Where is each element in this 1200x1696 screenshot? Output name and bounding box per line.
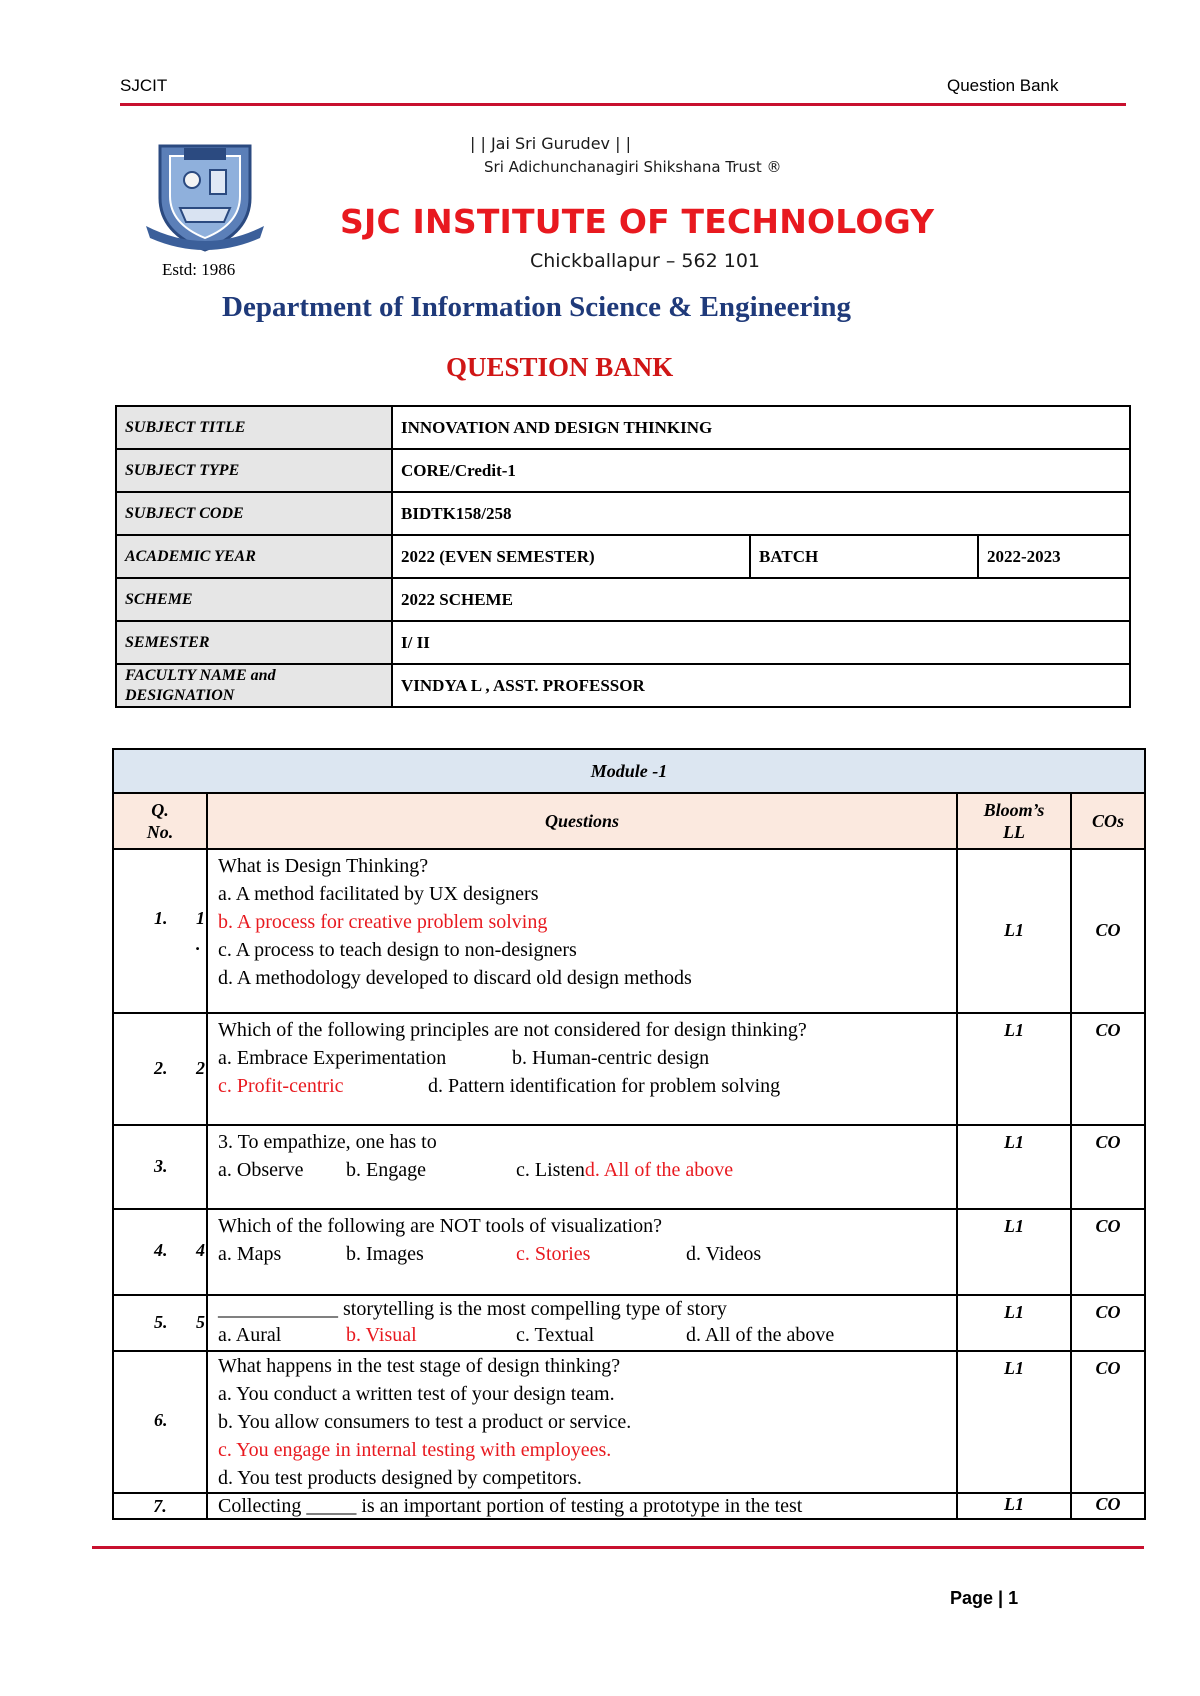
module-header-row (113, 749, 1145, 793)
info-row (116, 535, 1130, 578)
blooms-level: L1 (957, 1295, 1071, 1351)
blooms-level: L1 (957, 1209, 1071, 1295)
batch-label: BATCH (750, 535, 978, 578)
question-number: 2. 2 (113, 1013, 207, 1125)
blooms-level: L1 (957, 1351, 1071, 1493)
question-row (113, 1351, 1145, 1493)
correct-answer: c. Profit-centric (218, 1075, 344, 1097)
page-number: Page | 1 (950, 1588, 1019, 1608)
course-outcome: CO (1071, 1295, 1145, 1351)
college-crest-logo (140, 138, 270, 258)
info-row (116, 449, 1130, 492)
info-value: VINDYA L , ASST. PROFESSOR (392, 664, 1130, 707)
question-row (113, 849, 1145, 1013)
info-row (116, 664, 1130, 707)
correct-answer: d. All of the above (584, 1159, 734, 1181)
question-number: 3. (113, 1125, 207, 1209)
info-value: I/ II (392, 621, 1130, 664)
course-outcome: CO (1071, 1351, 1145, 1493)
correct-answer: b. Visual (346, 1324, 417, 1346)
question-text: 3. To empathize, one has to a. Observe b. Engage c. Listend. All of the above (207, 1125, 957, 1209)
question-text: Collecting _____ is an important portion of testing a prototype in the test (207, 1493, 957, 1519)
correct-answer: b. A process for creative problem solving (218, 911, 548, 933)
info-value: BIDTK158/258 (392, 492, 1130, 535)
module-question-table (112, 748, 1146, 1520)
established-year: Estd: 1986 (162, 260, 236, 279)
course-outcome: CO (1071, 1125, 1145, 1209)
question-row (113, 1209, 1145, 1295)
info-label: SUBJECT CODE (116, 492, 392, 535)
correct-answer: c. Stories (516, 1243, 591, 1265)
info-value: INNOVATION AND DESIGN THINKING (392, 406, 1130, 449)
header-right: Question Bank (947, 76, 1059, 95)
correct-answer: c. You engage in internal testing with employees. (218, 1439, 612, 1461)
info-row (116, 578, 1130, 621)
question-row (113, 1295, 1145, 1351)
department-title: Department of Information Science & Engineering (222, 291, 852, 323)
blooms-level: L1 (957, 1493, 1071, 1519)
module-title: Module -1 (113, 749, 1145, 793)
info-row (116, 621, 1130, 664)
header-rule (120, 103, 1126, 106)
course-outcome: CO (1071, 849, 1145, 1013)
col-qno: Q. No. (113, 793, 207, 849)
info-row (116, 492, 1130, 535)
info-value: 2022 (EVEN SEMESTER) (392, 535, 750, 578)
blooms-level: L1 (957, 849, 1071, 1013)
course-outcome: CO (1071, 1493, 1145, 1519)
institute-name: SJC INSTITUTE OF TECHNOLOGY (340, 202, 935, 241)
question-text: Which of the following principles are not considered for design thinking? a. Embrace Experimentation b. Human-centric design c. Profit-centric d. Pattern identification for problem solving (207, 1013, 957, 1125)
question-row (113, 1493, 1145, 1519)
info-label: ACADEMIC YEAR (116, 535, 392, 578)
info-value: CORE/Credit-1 (392, 449, 1130, 492)
info-label: SCHEME (116, 578, 392, 621)
course-outcome: CO (1071, 1209, 1145, 1295)
info-label: SEMESTER (116, 621, 392, 664)
col-blooms: Bloom’s LL (957, 793, 1071, 849)
document-title: QUESTION BANK (446, 352, 674, 382)
question-number: 6. (113, 1351, 207, 1493)
question-row (113, 1125, 1145, 1209)
question-number: 5. 5 (113, 1295, 207, 1351)
info-row (116, 406, 1130, 449)
info-label (116, 664, 392, 707)
question-number: 7. (113, 1493, 207, 1519)
question-text: ____________ storytelling is the most compelling type of story a. Aural b. Visual c. Textual d. All of the above (207, 1295, 957, 1351)
info-label-line: FACULTY NAME and (125, 666, 276, 684)
question-text: What is Design Thinking? a. A method facilitated by UX designers b. A process for creative problem solving c. A process to teach design to non-designers d. A methodology developed to discard old design methods (207, 849, 957, 1013)
col-questions: Questions (207, 793, 957, 849)
question-number: 4. 4 (113, 1209, 207, 1295)
column-header-row (113, 793, 1145, 849)
info-label-line: DESIGNATION (125, 686, 235, 704)
institute-location: Chickballapur – 562 101 (530, 250, 761, 272)
question-number: 1. 1 . (113, 849, 207, 1013)
info-label: SUBJECT TITLE (116, 406, 392, 449)
info-value: 2022 SCHEME (392, 578, 1130, 621)
question-row (113, 1013, 1145, 1125)
header-left: SJCIT (120, 76, 168, 95)
blooms-level: L1 (957, 1013, 1071, 1125)
question-text: What happens in the test stage of design thinking? a. You conduct a written test of your design team. b. You allow consumers to test a product or service. c. You engage in internal testing with employees. d. You test products designed by competitors. (207, 1351, 957, 1493)
subject-info-table (115, 405, 1131, 708)
trust-name: Sri Adichunchanagiri Shikshana Trust ® (484, 158, 782, 176)
batch-value: 2022-2023 (978, 535, 1130, 578)
course-outcome: CO (1071, 1013, 1145, 1125)
blooms-level: L1 (957, 1125, 1071, 1209)
footer-rule (92, 1546, 1144, 1549)
invocation-line: | | Jai Sri Gurudev | | (470, 134, 631, 153)
col-cos: COs (1071, 793, 1145, 849)
question-text: Which of the following are NOT tools of visualization? a. Maps b. Images c. Stories d. Videos (207, 1209, 957, 1295)
info-label: SUBJECT TYPE (116, 449, 392, 492)
